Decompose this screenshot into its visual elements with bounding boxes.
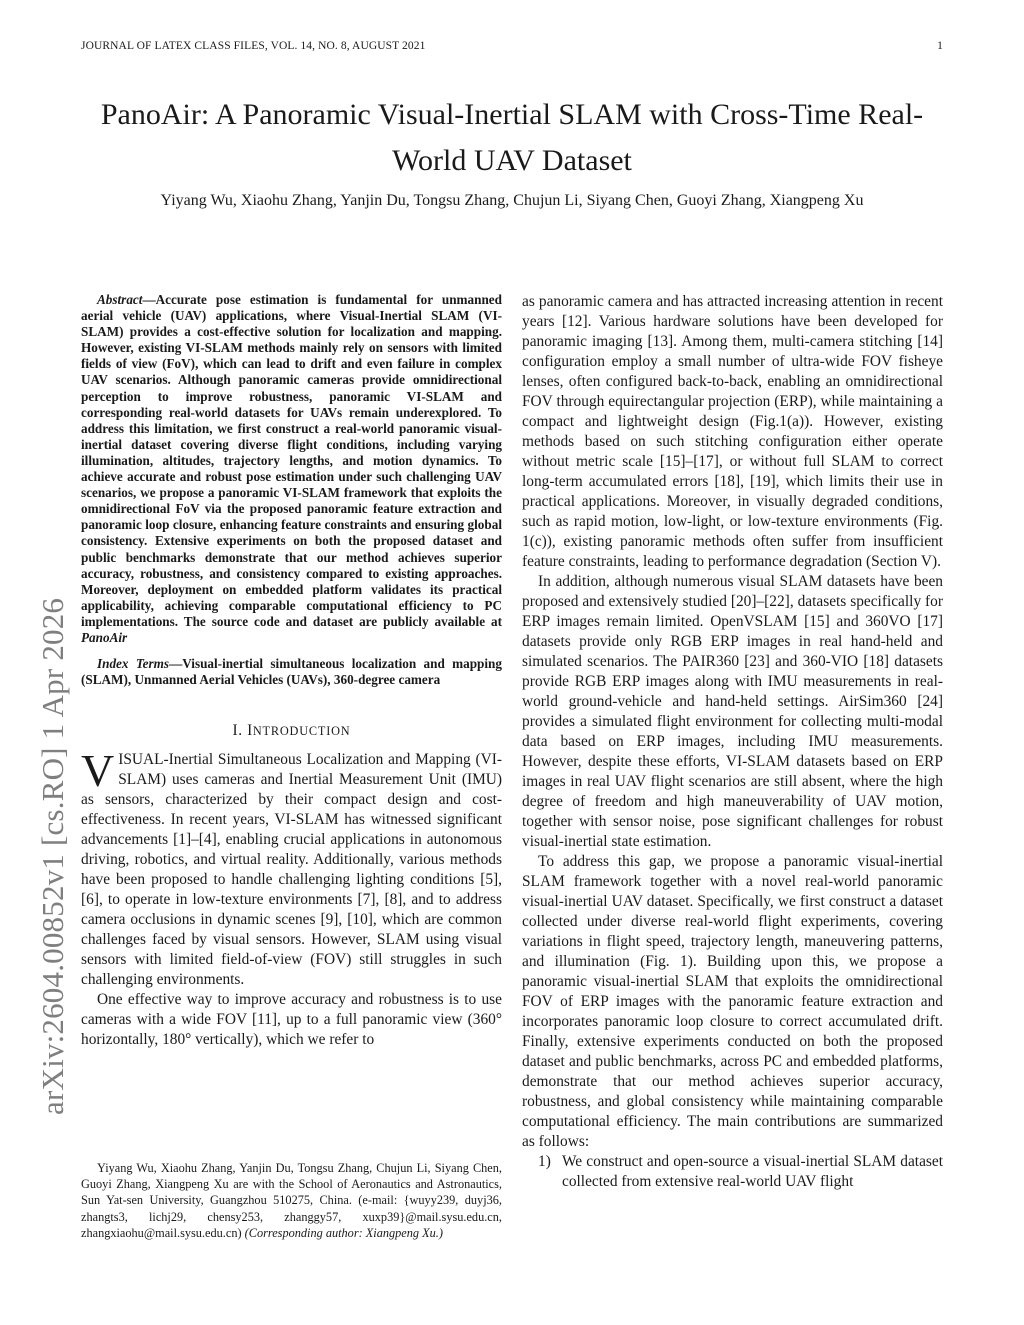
index-terms-text: —Visual-inertial simultaneous localization and mapping (SLAM), Unmanned Aerial Vehicles (UAVs), 360-degree camera (81, 656, 502, 688)
abstract (81, 292, 502, 646)
list-item (522, 1152, 943, 1192)
drop-cap: V (81, 745, 115, 797)
section-title-rest: NTRODUCTION (252, 724, 351, 739)
author-footnote (81, 1160, 502, 1241)
intro-paragraph-1 (81, 745, 502, 990)
abstract-text: —Accurate pose estimation is fundamental for unmanned aerial vehicle (UAV) applications, where Visual-Inertial SLAM (VI-SLAM) provides a cost-effective solution for localization and mapping. However, existing VI-SLAM methods mainly rely on sensors with limited fields of view (FoV), which can lead to drift and even failure in complex UAV scenarios. Although panoramic cameras provide omnidirectional perception to improve robustness, panoramic VI-SLAM and corresponding real-world datasets for UAVs remain underexplored. To address this limitation, we first construct a real-world panoramic visual-inertial dataset covering diverse flight conditions, including varying illumination, altitudes, trajectory lengths, and motion dynamics. To achieve accurate and robust pose estimation under such challenging UAV scenarios, we propose a panoramic VI-SLAM framework that exploits the omnidirectional FoV via the proposed panoramic feature extraction and panoramic loop closure, enhancing feature constraints and ensuring global consistency. Extensive experiments on both the proposed dataset and public benchmarks demonstrate that our method achieves superior accuracy, robustness, and consistency compared to existing approaches. Moreover, deployment on embedded platform validates its practical applicability, achieving comparable computational efficiency to PC implementations. The source code and dataset are publicly available at (81, 292, 502, 629)
section-cap: I (247, 722, 253, 740)
paper-title: PanoAir: A Panoramic Visual-Inertial SLAM with Cross-Time Real-World UAV Dataset (100, 98, 924, 177)
section-heading-introduction (81, 722, 502, 740)
abstract-link[interactable]: PanoAir (81, 629, 128, 645)
index-terms-label: Index Terms (97, 656, 170, 672)
intro-paragraph-2: One effective way to improve accuracy and robustness is to use cameras with a wide FOV [11], up to a full panoramic view (360° horizontally, 180° vertically), which we refer to (81, 991, 502, 1049)
right-paragraph-1: as panoramic camera and has attracted increasing attention in recent years [12]. Various hardware solutions have been developed for panoramic imaging [13]. Among them, multi-camera stitching [14] configuration employ a small number of ultra-wide FOV fisheye lenses, often configured back-to-back, enabling an omnidirectional FOV through equirectangular projection (ERP), while maintaining a compact and lightweight design (Fig.1(a)). However, existing methods based on such stitching configuration either operate without metric scale [15]–[17], or without full SLAM to correct long-term accumulated errors [18], [19], which limits their use in practical applications. Moreover, in visually degraded conditions, such as rapid motion, low-light, or low-texture environments (Fig. 1(c)), existing panoramic methods often suffer from insufficient feature constraints, leading to performance degradation (Section V). (522, 293, 943, 570)
section-numeral: I. (232, 722, 248, 740)
list-item-text: We construct and open-source a visual-inertial SLAM dataset collected from extensive real-world UAV flight (562, 1153, 943, 1190)
abstract-label: Abstract (97, 292, 143, 307)
list-item-number: 1) (538, 1153, 551, 1170)
page-number: 1 (937, 40, 943, 52)
journal-header: JOURNAL OF LATEX CLASS FILES, VOL. 14, NO. 8, AUGUST 2021 (81, 40, 426, 52)
right-column (522, 292, 943, 1192)
right-paragraph-3: To address this gap, we propose a panoramic visual-inertial SLAM framework together with a novel real-world panoramic visual-inertial UAV dataset. Specifically, we first construct a dataset collected under diverse real-world flight experiments, covering variations in flight speed, trajectory length, maneuvering patterns, and illumination (Fig. 1). Building upon this, we propose a panoramic visual-inertial SLAM that exploits the omnidirectional FOV of ERP images with the panoramic feature extraction and incorporates panoramic loop closure to correct accumulated drift. Finally, extensive experiments conducted on both the proposed dataset and public benchmarks, across PC and embedded platforms, demonstrate that our method achieves superior accuracy, robustness, and global consistency while maintaining comparable computational efficiency. The main contributions are summarized as follows: (522, 853, 943, 1150)
running-header (81, 40, 943, 60)
right-paragraph-2: In addition, although numerous visual SLAM datasets have been proposed and extensively studied [20]–[22], datasets specifically for ERP images remain limited. OpenVSLAM [15] and 360VO [17] datasets provide only RGB ERP images in real hand-held and simulated scenarios. The PAIR360 [23] and 360-VIO [18] datasets provide RGB ERP images along with IMU measurements in real-world ground-vehicle and hand-held settings. AirSim360 [24] provides a simulated flight environment for collecting multi-modal data based on ERP images, including IMU measurements. However, despite these efforts, VI-SLAM datasets based on ERP images in real UAV flight scenarios are still absent, where the high degree of freedom and high maneuverability of UAV motion, together with sensor noise, pose significant challenges for robust visual-inertial state estimation. (522, 573, 943, 850)
footnote-text: Yiyang Wu, Xiaohu Zhang, Yanjin Du, Tongsu Zhang, Chujun Li, Siyang Chen, Guoyi Zhang, Xiangpeng Xu are with the School of Aeronautics and Astronautics, Sun Yat-sen University, Guangzhou 510275, China. (e-mail: {wuyy239, duyj36, zhangts3, lichj29, chensy253, zhanggy57, xuxp39}@mail.sysu.edu.cn, zhangxiaohu@mail.sysu.edu.cn) (81, 1161, 502, 1240)
left-column (81, 292, 502, 1050)
corresponding-author: (Corresponding author: Xiangpeng Xu.) (244, 1225, 443, 1240)
index-terms (81, 656, 502, 688)
arxiv-identifier[interactable]: arXiv:2604.00852v1 [cs.RO] 1 Apr 2026 (35, 597, 70, 1115)
intro-paragraph-1-text: ISUAL-Inertial Simultaneous Localization and Mapping (VI-SLAM) uses cameras and Inertial Measurement Unit (IMU) as sensors, characterized by their compact design and cost-effectiveness. In recent years, VI-SLAM has witnessed significant advancements [1]–[4], enabling crucial applications in autonomous driving, robotics, and virtual reality. Additionally, various methods have been proposed to handle challenging lighting conditions [5], [6], to operate in low-texture environments [7], [8], and to address camera occlusions in dynamic scenes [9], [10], which are common challenges faced by visual sensors. However, SLAM using visual sensors with limited field-of-view (FOV) still struggles in such challenging environments. (81, 751, 502, 989)
author-list: Yiyang Wu, Xiaohu Zhang, Yanjin Du, Tongsu Zhang, Chujun Li, Siyang Chen, Guoyi Zhang, Xiangpeng Xu (160, 192, 864, 209)
contribution-list (522, 1152, 943, 1192)
